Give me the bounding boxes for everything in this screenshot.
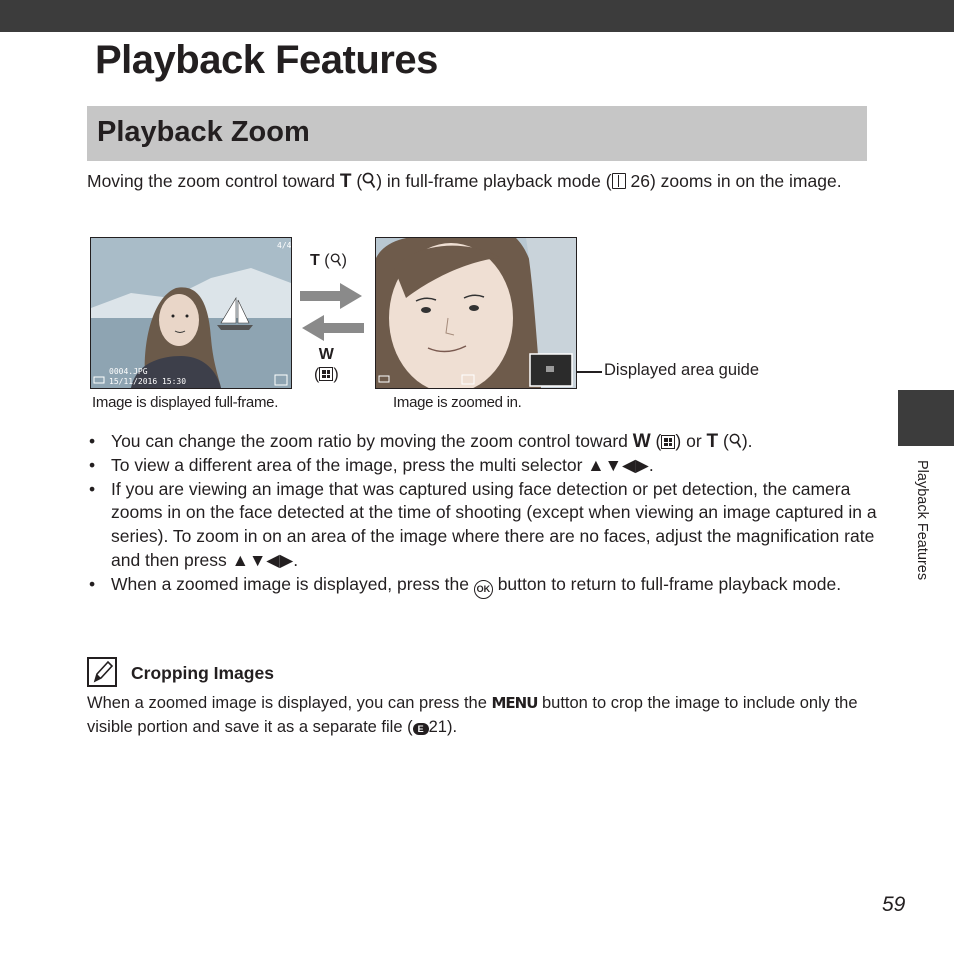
top-bar [0, 0, 954, 32]
bullet-text: ( [650, 431, 662, 451]
pencil-note-icon [87, 657, 117, 687]
t-label-key: T [310, 252, 320, 269]
page-number: 59 [882, 893, 906, 916]
thumbnail-grid-icon [661, 435, 675, 449]
feature-bullets [87, 430, 877, 599]
list-item: • To view a different area of the image, press the multi selector ▲▼◀▶. [87, 454, 877, 478]
zoom-in-label: T ( ) [310, 252, 347, 269]
thumbnail-grid-icon [319, 367, 333, 381]
bullet-text: button to return to full-frame playback mode. [492, 573, 842, 594]
caption-full-frame: Image is displayed full-frame. [92, 394, 279, 411]
reference-section-icon: E [413, 723, 429, 735]
page-title: Playback Features [95, 38, 438, 82]
arrow-right-icon [300, 283, 362, 309]
bullet-text: ) or [675, 431, 707, 451]
bullet-text: ). [741, 431, 753, 451]
zoom-direction-arrows [300, 283, 364, 343]
section-title: Playback Zoom [97, 116, 310, 148]
magnifier-icon [330, 253, 342, 267]
list-item [87, 573, 877, 599]
screen-counter: 4/4 [277, 241, 291, 250]
intro-text: ) in full-frame playback mode ( [376, 171, 612, 191]
zoom-figure [90, 237, 790, 422]
magnifier-icon [729, 433, 742, 449]
note-title: Cropping Images [131, 663, 274, 683]
note-page-ref: 21 [428, 717, 447, 736]
full-frame-screen [90, 237, 292, 389]
intro-text: ( [351, 171, 363, 191]
book-reference-icon [612, 173, 626, 189]
w-label-key: W [318, 346, 334, 363]
side-chapter-label: Playback Features [914, 460, 930, 581]
bullet-text: You can change the zoom ratio by moving the zoom control toward [111, 431, 633, 451]
intro-page-ref: 26 [630, 171, 650, 191]
intro-text: Moving the zoom control toward [87, 171, 340, 191]
magnifier-icon [362, 172, 376, 189]
bullet-text: ( [718, 431, 729, 451]
screen-date: 15/11/2016 15:30 [109, 377, 187, 386]
intro-paragraph [87, 168, 867, 195]
guide-label: Displayed area guide [604, 361, 760, 379]
list-item [87, 430, 877, 454]
t-key-label: T [706, 431, 719, 452]
zoomed-screen [375, 237, 577, 389]
menu-button-label: MENU [491, 694, 538, 712]
guide-leader-line [576, 371, 602, 373]
note-text-part: button to crop the image to include only the visible portion and save it as a separate file ( [87, 694, 858, 736]
arrow-left-icon [302, 315, 364, 341]
caption-zoomed: Image is zoomed in. [393, 394, 522, 411]
zoom-out-label: W ( ) [314, 346, 339, 383]
side-chapter-tab [898, 390, 954, 446]
note-text-part: ). [446, 717, 458, 736]
bullet-text: When a zoomed image is displayed, press the [111, 573, 474, 594]
note-text [87, 692, 877, 739]
t-key-label: T [339, 171, 352, 192]
ok-button-icon: OK [474, 580, 493, 599]
w-key-label: W [632, 431, 651, 452]
list-item: • If you are viewing an image that was captured using face detection or pet detection, the camera zooms in on the face detected at the time of shooting (except when viewing an image captured in a series). To zoom in on an area of the image where there are no faces, adjust the magnification rate and then press ▲▼◀▶. [87, 478, 877, 573]
note-text-part: When a zoomed image is displayed, you can press the [87, 694, 492, 712]
intro-text: ) zooms in on the image. [649, 171, 842, 191]
screen-file-name: 0004.JPG [109, 367, 148, 376]
section-header [87, 106, 867, 161]
